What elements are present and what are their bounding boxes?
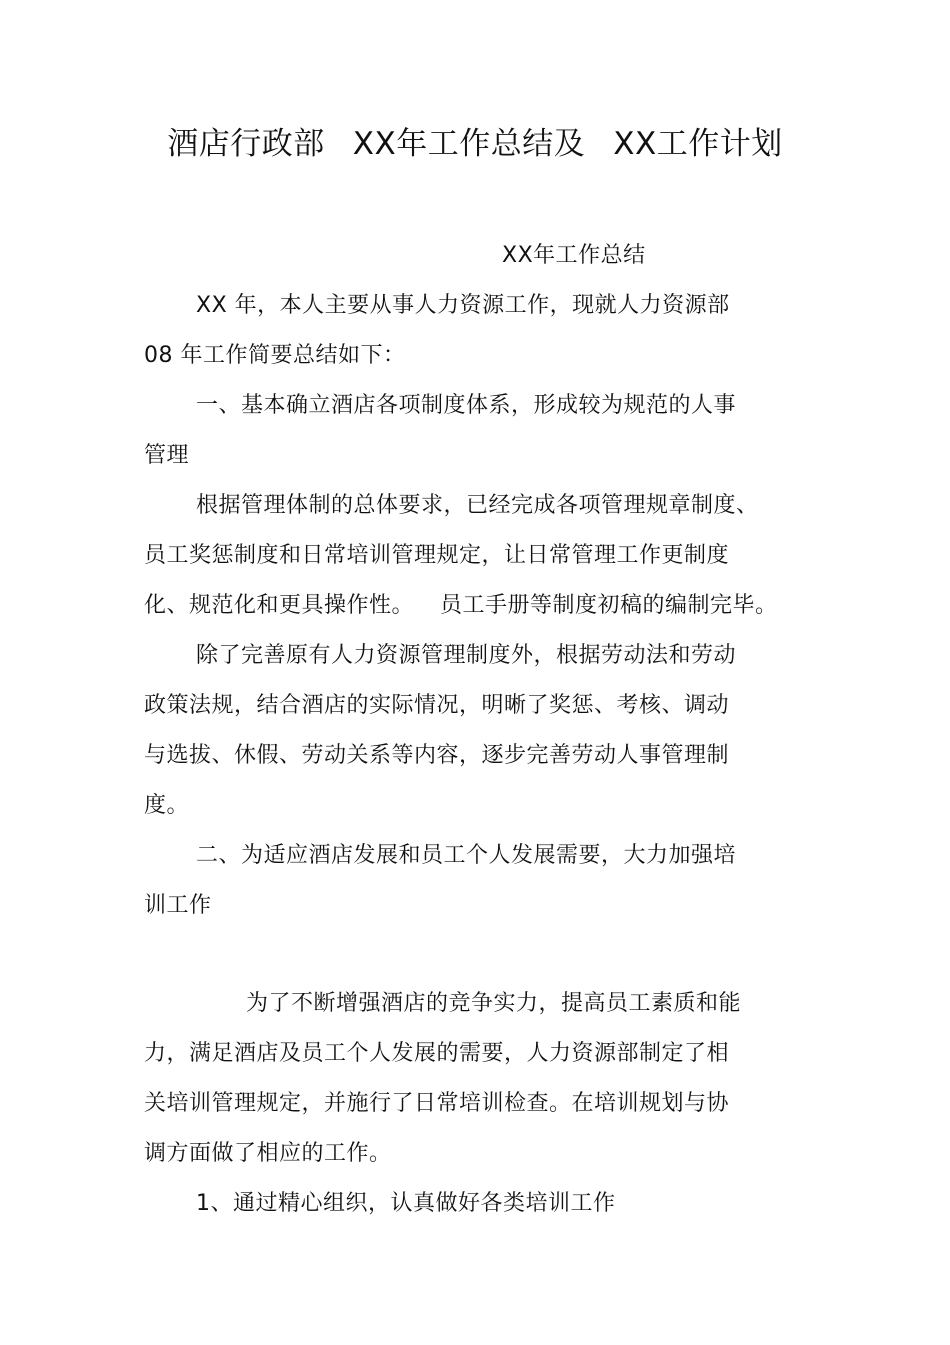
paragraph-line: 关培训管理规定，并施行了日常培训检查。在培训规划与协 [144, 1091, 730, 1116]
section-subtitle: XX年工作总结 [502, 243, 646, 268]
paragraph-line: 为了不断增强酒店的竞争实力，提高员工素质和能 [246, 991, 742, 1016]
paragraph-line: 政策法规，结合酒店的实际情况，明晰了奖惩、考核、调动 [144, 693, 730, 718]
title-part-3: XX工作计划 [613, 126, 783, 162]
title-part-1: 酒店行政部 [167, 126, 325, 162]
section-heading-line: 训工作 [144, 893, 212, 918]
paragraph-line: 除了完善原有人力资源管理制度外，根据劳动法和劳动 [196, 643, 737, 668]
paragraph-line: 调方面做了相应的工作。 [144, 1141, 392, 1166]
section-heading-line: 二、为适应酒店发展和员工个人发展需要，大力加强培 [196, 843, 737, 868]
section-heading-line: 管理 [144, 443, 190, 468]
title-part-2: XX年工作总结及 [352, 126, 586, 162]
paragraph-line [144, 591, 778, 621]
paragraph-line: XX 年，本人主要从事人力资源工作，现就人力资源部 [196, 293, 730, 318]
paragraph-line: 08 年工作简要总结如下： [144, 343, 406, 368]
paragraph-line: 与选拔、休假、劳动关系等内容，逐步完善劳动人事管理制 [144, 743, 730, 768]
paragraph-line: 力，满足酒店及员工个人发展的需要，人力资源部制定了相 [144, 1041, 730, 1066]
paragraph-segment: 化、规范化和更具操作性。 [144, 593, 415, 618]
document-title [0, 122, 950, 166]
section-heading-line: 一、基本确立酒店各项制度体系，形成较为规范的人事 [196, 393, 737, 418]
paragraph-line: 员工奖惩制度和日常培训管理规定，让日常管理工作更制度 [144, 543, 730, 568]
paragraph-line: 度。 [144, 793, 190, 818]
subsection-heading-line: 1、通过精心组织，认真做好各类培训工作 [196, 1191, 616, 1216]
paragraph-segment: 员工手册等制度初稿的编制完毕。 [440, 593, 778, 618]
paragraph-line: 根据管理体制的总体要求，已经完成各项管理规章制度、 [196, 493, 759, 518]
